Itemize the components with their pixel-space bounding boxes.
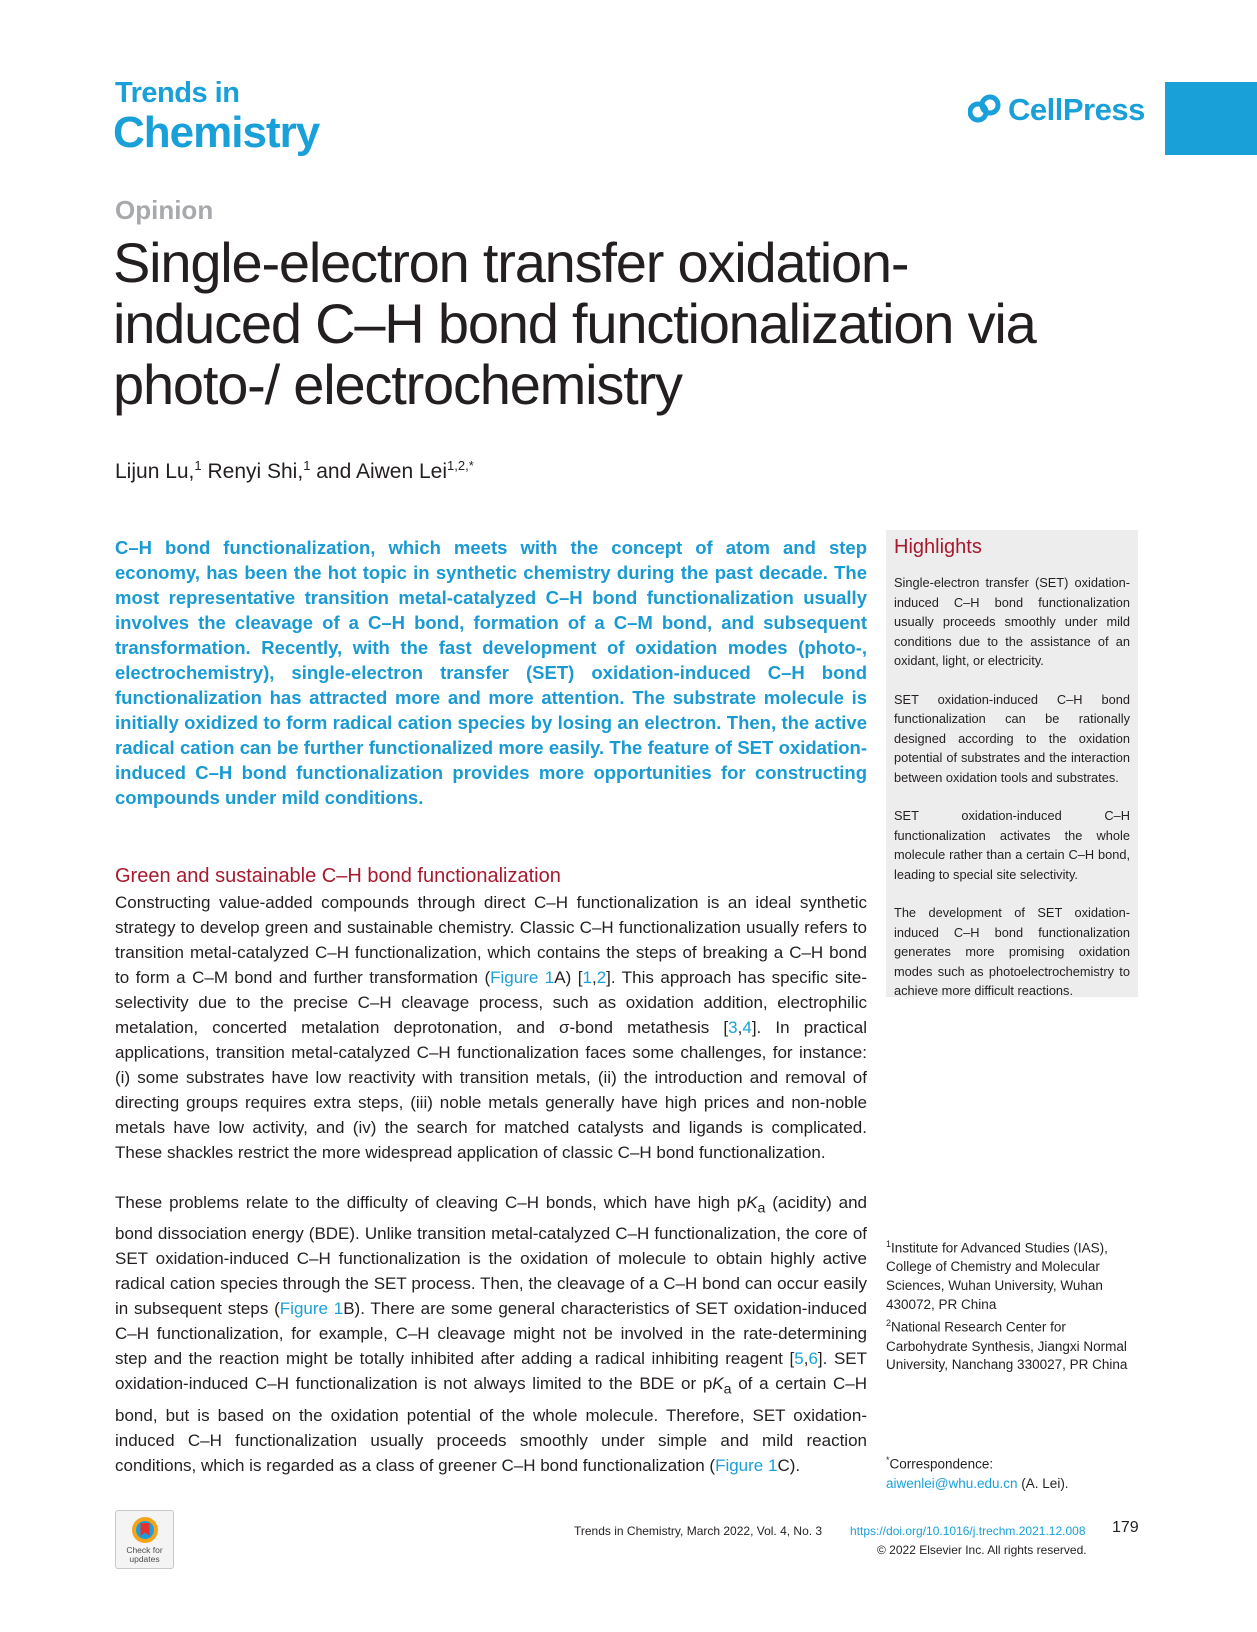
highlights-box — [886, 530, 1138, 997]
text-run: C). — [777, 1455, 801, 1475]
article-type-label: Opinion — [115, 195, 214, 225]
text-run: B). There are some general characteristics of SET oxidation-induced C–H functionalization, for example, C–H cleavage might not be involved in the rate-determining step and the reaction might be totally inhibited after adding a radical inhibiting reagent [ — [115, 1299, 867, 1369]
doi-link[interactable]: https://doi.org/10.1016/j.trechm.2021.12.008 — [850, 1524, 1086, 1538]
highlight-item: Single-electron transfer (SET) oxidation-induced C–H bond functionalization usually proceeds smoothly under mild conditions due to the assistance of an oxidant, light, or electricity. — [894, 575, 1130, 668]
section-heading: Green and sustainable C–H bond functionalization — [115, 865, 561, 887]
text-run: These problems relate to the difficulty of cleaving C–H bonds, which have high p — [115, 1193, 747, 1212]
author-name: Lijun Lu, — [115, 460, 195, 483]
subscript: a — [757, 1200, 766, 1217]
author-list — [115, 458, 474, 484]
figure-link[interactable]: Figure 1 — [715, 1455, 778, 1475]
reference-link[interactable]: 5 — [794, 1349, 804, 1369]
text-run: A) [ — [554, 968, 583, 987]
correspondence-marker: * — [886, 1455, 890, 1465]
text-run: , — [737, 1018, 743, 1037]
brand-color-tab — [1165, 82, 1257, 155]
abstract: C–H bond functionalization, which meets with the concept of atom and step economy, has been the hot topic in synthetic chemistry during the past decade. The most representative transition metal-catalyzed C–H bond functionalization usually involves the cleavage of a C–H bond, formation of a C–M bond, and subsequent transformation. Recently, with the fast development of oxidation modes (photo-, electrochemistry), single-electron transfer (SET) oxidation-induced C–H bond functionalization has attracted more and more attention. The substrate molecule is initially oxidized to form radical cation species by losing an electron. Then, the active radical cation can be further functionalized more easily. The feature of SET oxidation-induced C–H bond functionalization provides more opportunities for constructing compounds under mild conditions. — [115, 537, 867, 808]
reference-link[interactable]: 1 — [582, 968, 592, 987]
text-run: , — [591, 968, 597, 987]
affiliations — [886, 1235, 1146, 1375]
correspondence-name: (A. Lei). — [1017, 1475, 1069, 1491]
page-number: 179 — [1112, 1519, 1139, 1536]
correspondence-label: Correspondence: — [889, 1456, 994, 1472]
check-updates-icon — [130, 1515, 160, 1545]
journal-title-line2: Chemistry — [113, 108, 320, 157]
reference-link[interactable]: 3 — [728, 1018, 738, 1037]
affiliation-marker: 1 — [886, 1239, 892, 1249]
italic-symbol: K — [746, 1193, 758, 1212]
figure-link[interactable]: Figure 1 — [490, 968, 555, 987]
affiliation-text: National Research Center for Carbohydrate Synthesis, Jiangxi Normal University, Nanchang 330027, PR China — [886, 1319, 1128, 1373]
body-paragraph — [115, 890, 867, 1165]
affiliation-marker: 2 — [886, 1318, 892, 1329]
reference-link[interactable]: 4 — [742, 1018, 752, 1037]
cellpress-logo-icon — [968, 93, 1002, 127]
italic-symbol: K — [712, 1374, 724, 1394]
highlight-item: SET oxidation-induced C–H bond functionalization can be rationally designed according to the oxidation potential of substrates and the interaction between oxidation tools and substrates. — [894, 691, 1130, 785]
figure-link[interactable]: Figure 1 — [279, 1299, 344, 1319]
author-name: Renyi Shi, — [201, 460, 304, 483]
reference-link[interactable]: 6 — [808, 1349, 818, 1369]
author-affiliation-marker: 1 — [194, 458, 202, 473]
text-run: Constructing value-added compounds through direct C–H functionalization is an ideal synthetic strategy to develop green and sustainable chemistry. Classic C–H functionalization usually refers to transition metal-catalyzed C–H functionalization, which contains the steps of breaking a C–H bond to form a C–M bond and further transformation ( — [115, 893, 867, 987]
text-run: , — [803, 1349, 809, 1369]
body-paragraph — [115, 1190, 867, 1478]
highlight-item: SET oxidation-induced C–H functionalization activates the whole molecule rather than a certain C–H bond, leading to special site selectivity. — [894, 808, 1130, 882]
highlight-item: The development of SET oxidation-induced C–H bond functionalization generates more promising oxidation modes such as photoelectrochemistry to achieve more difficult reactions. — [894, 905, 1130, 998]
check-for-updates-badge[interactable] — [115, 1510, 174, 1569]
author-affiliation-marker: 1 — [303, 458, 311, 473]
text-run: ]. In practical applications, transition metal-catalyzed C–H functionalization faces some challenges, for instance: (i) some substrates have low reactivity with transition metals, (ii) the introduction and removal of directing groups requires extra steps, (iii) noble metals generally have high prices and non-noble metals have low activity, and (iv) the search for matched catalysts and ligands is complicated. These shackles restrict the more widespread application of classic C–H bond functionalization. — [115, 1018, 868, 1162]
footer-citation: Trends in Chemistry, March 2022, Vol. 4, No. 3 — [574, 1524, 823, 1538]
subscript: a — [723, 1381, 732, 1398]
author-name: and Aiwen Lei — [310, 460, 448, 483]
article-title: Single-electron transfer oxidation-induced C–H bond functionalization via photo-/ electrochemistry — [113, 231, 1036, 416]
cellpress-wordmark: CellPress — [1008, 92, 1145, 127]
text-run: of a certain C–H bond, but is based on the oxidation potential of the whole molecule. Therefore, SET oxidation-induced C–H functionalization usually proceeds smoothly under simple and mild reaction conditions, which is regarded as a class of greener C–H bond functionalization ( — [115, 1374, 868, 1475]
reference-link[interactable]: 2 — [596, 968, 607, 987]
author-affiliation-marker: 1,2,* — [447, 458, 474, 473]
check-updates-label: Check for updates — [126, 1545, 163, 1564]
journal-title-line1: Trends in — [115, 77, 240, 109]
text-run: ]. SET oxidation-induced C–H functionalization is not always limited to the BDE or p — [115, 1349, 868, 1394]
correspondence-email-link[interactable]: aiwenlei@whu.edu.cn — [886, 1475, 1018, 1491]
text-run: (acidity) and bond dissociation energy (BDE). Unlike transition metal-catalyzed C–H functionalization, the core of SET oxidation-induced C–H functionalization is the oxidation of molecule to obtain highly active radical cation species through the SET process. Then, the cleavage of a C–H bond can occur easily in subsequent steps ( — [115, 1193, 867, 1319]
text-run: ]. This approach has specific site-selectivity due to the precise C–H cleavage process, such as oxidation addition, electrophilic metalation, concerted metalation deprotonation, and σ-bond metathesis [ — [115, 968, 867, 1037]
affiliation-text: Institute for Advanced Studies (IAS), College of Chemistry and Molecular Sciences, Wuhan University, Wuhan 430072, PR China — [886, 1240, 1108, 1312]
copyright-notice: © 2022 Elsevier Inc. All rights reserved. — [877, 1543, 1087, 1557]
correspondence — [886, 1451, 1146, 1493]
cellpress-logo[interactable] — [968, 92, 1145, 128]
highlights-title: Highlights — [894, 536, 982, 558]
